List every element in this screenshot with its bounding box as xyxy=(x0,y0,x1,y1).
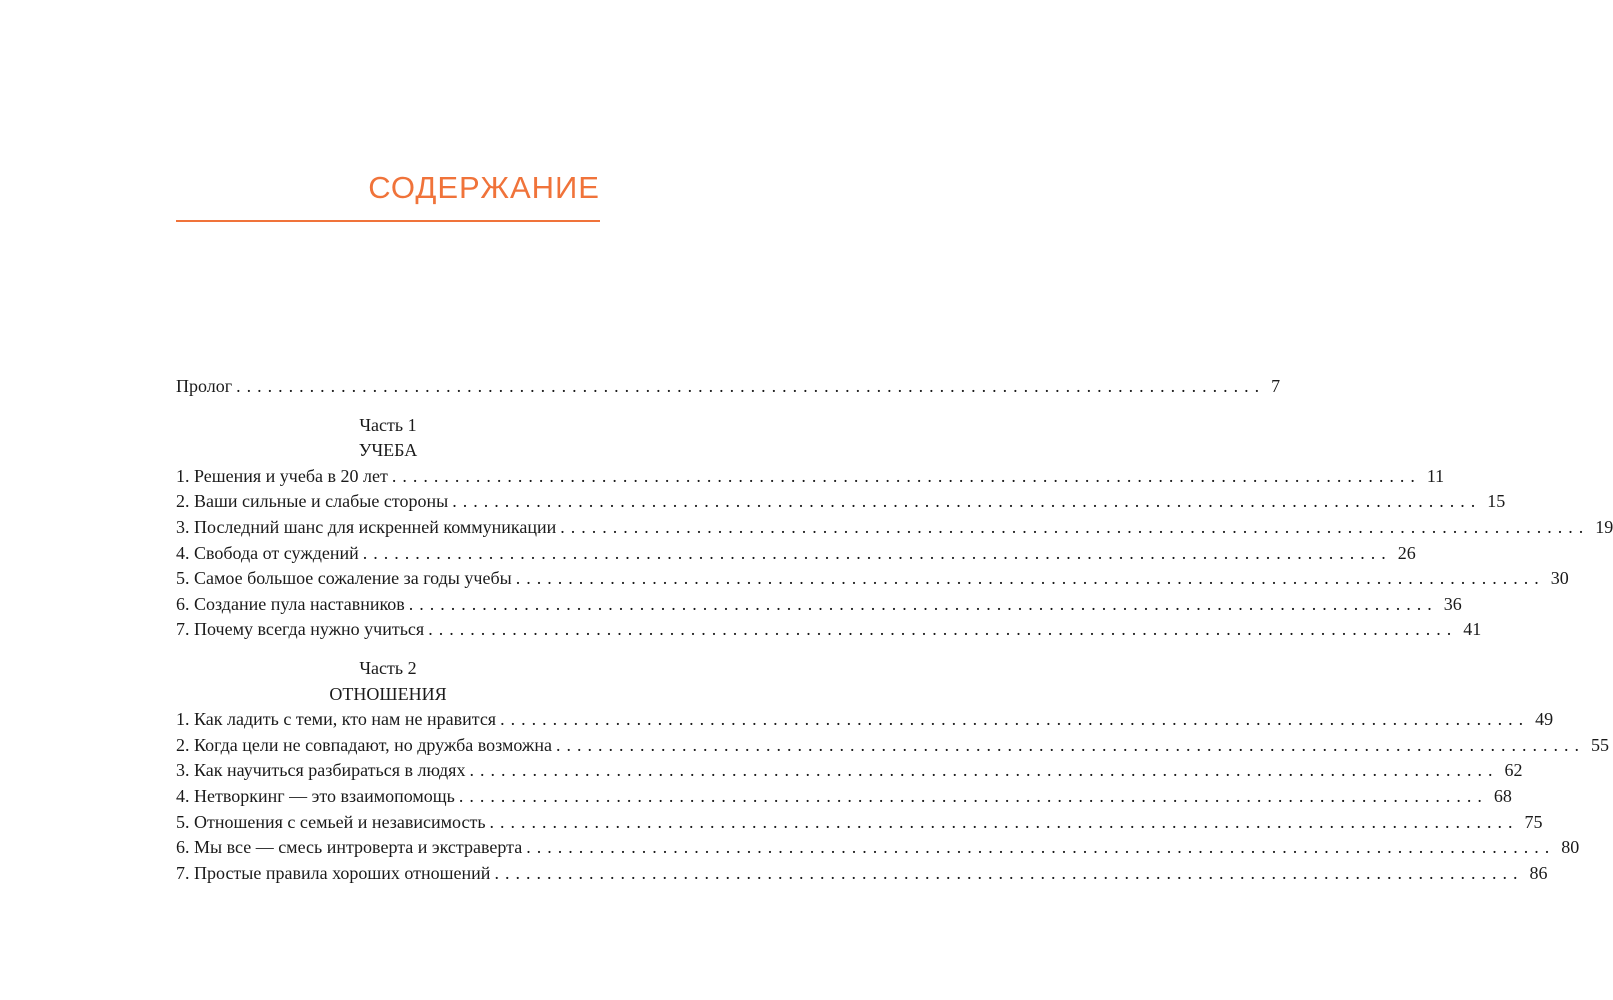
toc-entry[interactable] xyxy=(176,464,1445,490)
toc-entry-label: 2. Когда цели не совпадают, но дружба возможна xyxy=(176,734,552,755)
toc-entry-page: 86 xyxy=(1529,862,1548,883)
toc-entry-page: 7 xyxy=(1271,376,1281,396)
toc-entry-page: 30 xyxy=(1550,568,1569,589)
toc-entry[interactable] xyxy=(176,566,1569,592)
toc-entry[interactable] xyxy=(176,617,1482,643)
toc-entry-page: 41 xyxy=(1463,619,1482,640)
part-1-number: Часть 1 xyxy=(359,414,417,435)
page-title: СОДЕРЖАНИЕ xyxy=(368,170,600,205)
dot-leader: .................................................................................................. xyxy=(526,837,1556,858)
toc-entry-label: 7. Простые правила хороших отношений xyxy=(176,862,491,883)
toc-entry[interactable] xyxy=(176,515,1613,541)
toc-entry-label: 2. Ваши сильные и слабые стороны xyxy=(176,491,449,512)
part-1-title: УЧЕБА xyxy=(358,440,418,461)
toc-entry-page: 80 xyxy=(1561,837,1580,858)
dot-leader: .................................................................................................. xyxy=(494,862,1524,883)
toc-entry-label: 7. Почему всегда нужно учиться xyxy=(176,619,425,640)
part-2-title: ОТНОШЕНИЯ xyxy=(329,683,447,704)
toc-entry-label: 5. Отношения с семьей и независимость xyxy=(176,811,486,832)
toc-entry[interactable] xyxy=(176,784,1512,810)
dot-leader: .................................................................................................. xyxy=(489,811,1519,832)
toc-entry[interactable] xyxy=(176,861,1548,887)
toc-entry-label: 3. Как научиться разбираться в людях xyxy=(176,760,466,781)
toc-entry-label: 1. Как ладить с теми, кто нам не нравится xyxy=(176,709,497,730)
title-underline xyxy=(176,220,600,222)
toc-entry-page: 26 xyxy=(1397,542,1416,563)
toc-entry-page: 55 xyxy=(1590,734,1609,755)
toc-entry[interactable] xyxy=(176,733,1609,759)
toc-entry-prologue[interactable] xyxy=(176,374,1281,400)
dot-leader: .................................................................................................. xyxy=(362,542,1392,563)
dot-leader: .................................................................................................. xyxy=(458,785,1488,806)
dot-leader: .................................................................................................. xyxy=(555,734,1585,755)
toc-entry[interactable] xyxy=(176,489,1506,515)
table-of-contents xyxy=(176,374,1613,886)
dot-leader: .................................................................................................. xyxy=(428,619,1458,640)
toc-entry-page: 68 xyxy=(1493,785,1512,806)
dot-leader: .................................................................................................. xyxy=(452,491,1482,512)
toc-entry[interactable] xyxy=(176,707,1554,733)
dot-leader: .................................................................................................. xyxy=(236,376,1266,396)
toc-entry-label: 4. Свобода от суждений xyxy=(176,542,359,563)
toc-entry[interactable] xyxy=(176,541,1416,567)
toc-entry[interactable] xyxy=(176,810,1543,836)
toc-entry-page: 11 xyxy=(1426,465,1445,486)
dot-leader: .................................................................................................. xyxy=(560,516,1590,537)
toc-entry-label: 6. Мы все — смесь интроверта и экстраверта xyxy=(176,837,523,858)
toc-entry[interactable] xyxy=(176,592,1462,618)
toc-entry-page: 62 xyxy=(1504,760,1523,781)
toc-entry-page: 75 xyxy=(1524,811,1543,832)
dot-leader: .................................................................................................. xyxy=(500,709,1530,730)
toc-entry-label: 6. Создание пула наставников xyxy=(176,593,405,614)
toc-entry-page: 15 xyxy=(1487,491,1506,512)
dot-leader: .................................................................................................. xyxy=(391,465,1421,486)
toc-entry-page: 36 xyxy=(1443,593,1462,614)
toc-entry-label: Пролог xyxy=(176,376,233,396)
dot-leader: .................................................................................................. xyxy=(469,760,1499,781)
toc-entry[interactable] xyxy=(176,835,1580,861)
toc-entry-label: 5. Самое большое сожаление за годы учебы xyxy=(176,568,512,589)
toc-entry[interactable] xyxy=(176,758,1523,784)
toc-entry-label: 1. Решения и учеба в 20 лет xyxy=(176,465,388,486)
dot-leader: .................................................................................................. xyxy=(515,568,1545,589)
toc-entry-label: 3. Последний шанс для искренней коммуникации xyxy=(176,516,557,537)
dot-leader: .................................................................................................. xyxy=(408,593,1438,614)
toc-entry-page: 19 xyxy=(1595,516,1613,537)
toc-entry-page: 49 xyxy=(1535,709,1554,730)
part-2-number: Часть 2 xyxy=(359,657,417,678)
toc-entry-label: 4. Нетворкинг — это взаимопомощь xyxy=(176,785,455,806)
